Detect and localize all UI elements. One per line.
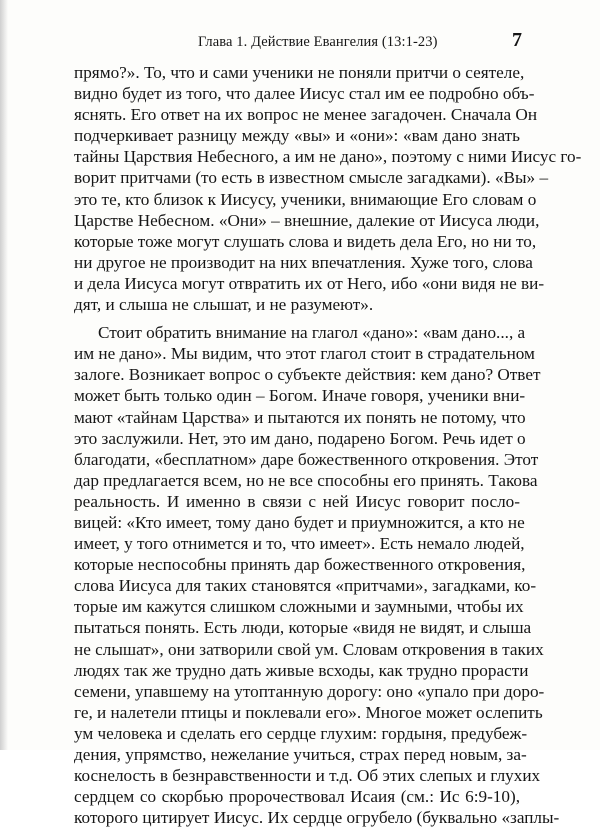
text-line: Стоит обратить внимание на глагол «дано»: «вам дано..., а — [98, 323, 526, 343]
text-line: реальность. И именно в связи с ней Иисус говорит посло- — [74, 491, 520, 511]
paragraph — [74, 322, 560, 828]
page-number: 7 — [512, 29, 522, 51]
text-line: яснять. Его ответ на их вопрос не менее загадочен. Сначала Он — [74, 105, 538, 125]
text-line: сердцем со скорбью пророчествовал Исаия (см.: Ис 6:9-10), — [74, 787, 520, 807]
text-line: залоге. Возникает вопрос о субъекте действия: кем дано? Ответ — [74, 365, 541, 385]
text-line: прямо?». То, что и сами ученики не поняли притчи о сеятеле, — [74, 63, 525, 82]
running-title: Глава 1. Действие Евангелия (13:1-23) — [198, 34, 438, 50]
text-line: видно будет из того, что далее Иисус стал им ее подробно объ- — [74, 84, 535, 104]
text-line: не слышат», они затворили свой ум. Словам откровения в таких — [74, 639, 544, 659]
text-line: это те, кто близок к Иисусу, ученики, внимающие Его словам о — [74, 189, 537, 209]
text-line: имеет, у того отнимется и то, что имеет». Есть немало людей, — [74, 534, 525, 554]
text-line: коснелость в безнравственности и т.д. Об этих слепых и глухих — [74, 766, 541, 786]
text-line: им не дано». Мы видим, что этот глагол стоит в страдательном — [74, 344, 535, 364]
paragraph — [74, 62, 582, 315]
text-line: подчеркивает разницу между «вы» и «они»: «вам дано знать — [74, 126, 520, 146]
text-line: которого цитирует Иисус. Их сердце огрубело (буквально «заплы- — [74, 808, 560, 828]
text-line: которые неспособны принять дар божественного откровения, — [74, 555, 526, 575]
text-line: ворит притчами (то есть в известном смысле загадками). «Вы» – — [74, 168, 549, 188]
text-line: которые тоже могут слушать слова и видеть дела Его, но ни то, — [74, 231, 537, 251]
binding-shadow — [0, 0, 8, 750]
text-line: и дела Иисуса могут отвратить их от Него, ибо «они видя не ви- — [74, 273, 545, 293]
text-line: семени, упавшему на утоптанную дорогу: оно «упало при доро- — [74, 681, 545, 701]
text-line: дят, и слыша не слышат, и не разумеют». — [74, 295, 374, 315]
text-line: тайны Царствия Небесного, а им не дано», поэтому с ними Иисус го- — [74, 147, 582, 167]
text-line: торые им кажутся слишком сложными и заумными, чтобы их — [74, 597, 524, 617]
text-line: слова Иисуса для таких становятся «притчами», загадками, ко- — [74, 576, 537, 596]
text-line: Царстве Небесном. «Они» – внешние, далекие от Иисуса люди, — [74, 210, 540, 230]
body-text — [74, 62, 582, 828]
text-line: пытаться понять. Есть люди, которые «видя не видят, и слыша — [74, 618, 532, 638]
text-line: ни другое не производит на них впечатления. Хуже того, слова — [74, 252, 533, 272]
text-line: это заслужили. Нет, это им дано, подарено Богом. Речь идет о — [74, 428, 526, 448]
text-line: благодати, «бесплатном» даре божественного откровения. Этот — [74, 449, 539, 469]
text-line: вицей: «Кто имеет, тому дано будет и приумножится, а кто не — [74, 512, 525, 532]
text-line: может быть только один – Богом. Иначе говоря, ученики вни- — [74, 386, 526, 406]
paragraph-gap — [74, 315, 520, 322]
text-line: людях так же трудно дать живые всходы, как трудно прорасти — [74, 660, 529, 680]
text-line: ум человека и сделать его сердце глухим: гордыня, предубеж- — [74, 723, 528, 743]
text-line: дар предлагается всем, но не все способны его принять. Такова — [74, 470, 538, 490]
text-line: дения, упрямство, нежелание учиться, страх перед новым, за- — [74, 745, 527, 764]
text-line: ге, и налетели птицы и поклевали его». Многое может ослепить — [74, 702, 543, 722]
text-line: мают «тайнам Царства» и пытаются их понять не потому, что — [74, 407, 526, 427]
